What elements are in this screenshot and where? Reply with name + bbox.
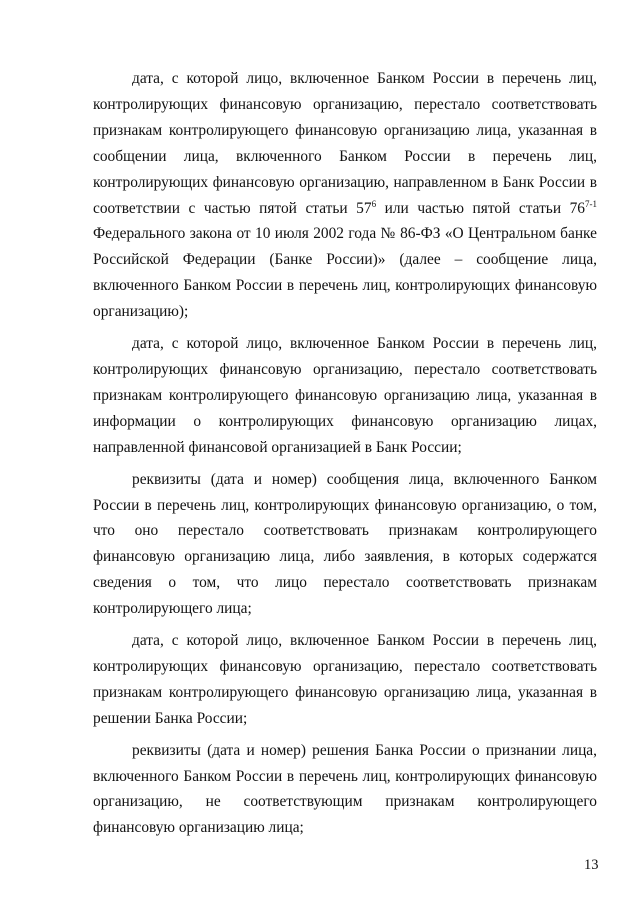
superscript: 7-1 [585,198,598,209]
paragraph-text: реквизиты (дата и номер) сообщения лица, включенного Банком России в перечень лиц, контролирующих финансовую организацию, о том, что оно перестало соответствовать признакам контролирующего финансовую организацию лица, либо заявления, в которых содержатся сведения о том, что лицо перестало соответствовать признакам контролирующего лица; [93,470,597,618]
paragraph-5 [93,738,597,842]
paragraph-text: дата, с которой лицо, включенное Банком России в перечень лиц, контролирующих финансовую организацию, перестало соответствовать признакам контролирующего финансовую организацию лица, указанная в решении Банка России; [93,632,597,727]
document-body [93,66,597,841]
paragraph-text: дата, с которой лицо, включенное Банком России в перечень лиц, контролирующих финансовую организацию, перестало соответствовать признакам контролирующего финансовую организацию лица, указанная в информации о контролирующих финансовую организацию лицах, направленной финансовой организацией в Банк России; [93,335,597,456]
paragraph-4 [93,628,597,732]
paragraph-text: реквизиты (дата и номер) решения Банка России о признании лица, включенного Банком России в перечень лиц, контролирующих финансовую организацию, не соответствующим признакам контролирующего финансовую организацию лица; [93,741,597,837]
paragraph-3 [93,467,597,622]
page-number: 13 [584,857,599,873]
paragraph-text: или частью пятой статьи 76 [376,199,586,217]
paragraph-text: дата, с которой лицо, включенное Банком России в перечень лиц, контролирующих финансовую организацию, перестало соответствовать признакам контролирующего финансовую организацию лица, указанная в сообщении лица, включенного Банком России в перечень лиц, контролирующих финансовую организацию, направленном в Банк России в соответствии с частью пятой статьи 57 [93,70,597,217]
paragraph-2 [93,331,597,461]
paragraph-1 [93,66,597,325]
paragraph-text: Федерального закона от 10 июля 2002 года № 86-ФЗ «О Центральном банке Российской Федерации (Банке России)» (далее – сообщение лица, включенного Банком России в перечень лиц, контролирующих финансовую организацию); [93,225,597,321]
superscript: 6 [371,198,377,209]
